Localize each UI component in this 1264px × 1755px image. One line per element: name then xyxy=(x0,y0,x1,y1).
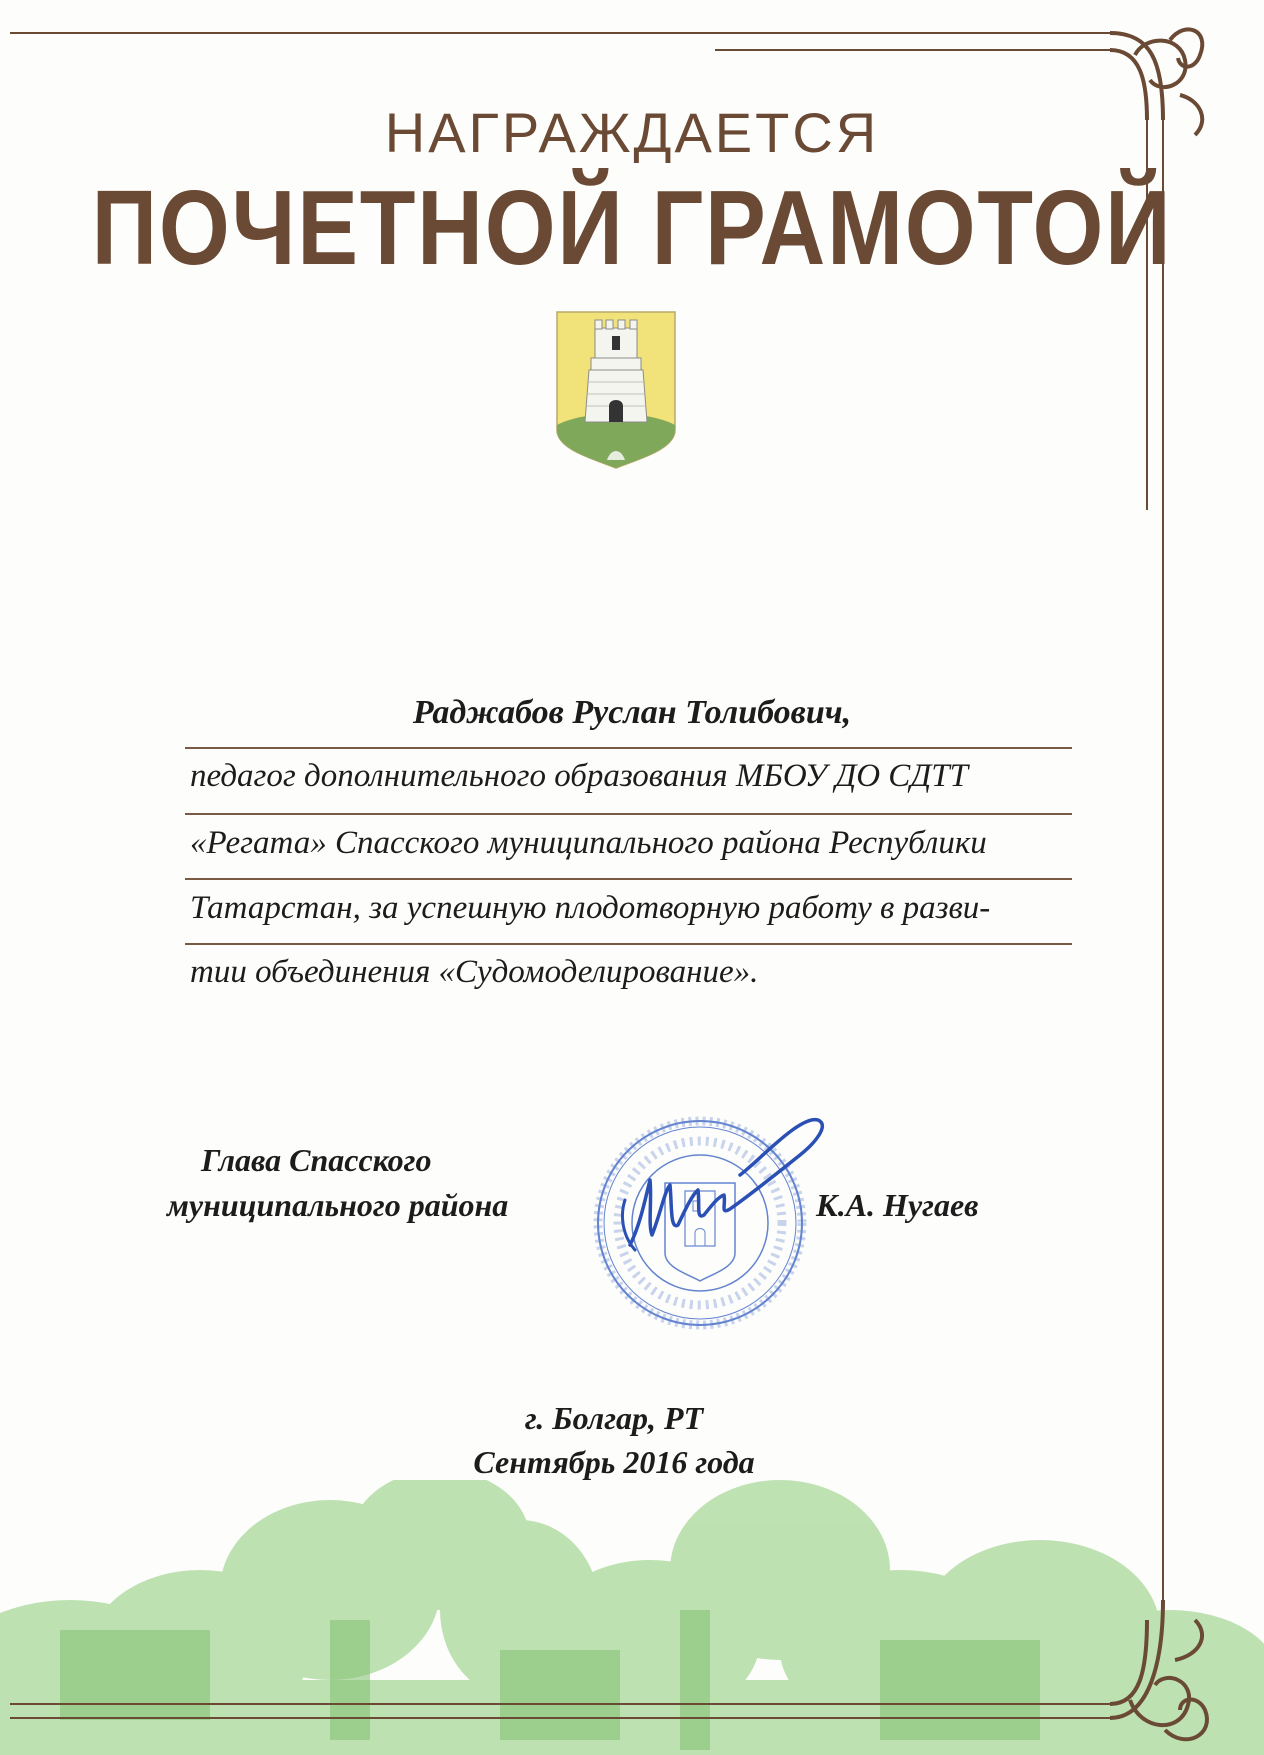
citation-line-2: «Регата» Спасского муниципального района Республики xyxy=(190,825,987,861)
award-title: ПОЧЕТНОЙ ГРАМОТОЙ xyxy=(91,169,1173,287)
place-text: г. Болгар, РТ xyxy=(524,1400,704,1436)
citation-line-3: Татарстан, за успешную плодотворную работу в разви- xyxy=(190,890,991,926)
citation-line-4: тии объединения «Судомоделирование». xyxy=(190,954,759,990)
award-line: НАГРАЖДАЕТСЯ xyxy=(384,101,880,164)
divider-line xyxy=(185,747,1072,749)
date-text: Сентябрь 2016 года xyxy=(473,1444,755,1480)
coat-of-arms-emblem-icon xyxy=(555,310,677,470)
citation-line-1: педагог дополнительного образования МБОУ ДО СДТТ xyxy=(190,758,968,794)
divider-line xyxy=(185,813,1072,815)
signer-title-line-1: Глава Спасского xyxy=(201,1142,432,1178)
signer-name: К.А. Нугаев xyxy=(816,1187,979,1223)
ornamental-corner-bottom-icon xyxy=(1110,1600,1207,1739)
recipient-name: Раджабов Руслан Толибович, xyxy=(412,694,852,731)
signer-title-line-2: муниципального района xyxy=(167,1187,509,1223)
divider-line xyxy=(185,943,1072,945)
handwritten-signature-icon xyxy=(600,1105,840,1265)
divider-line xyxy=(185,878,1072,880)
